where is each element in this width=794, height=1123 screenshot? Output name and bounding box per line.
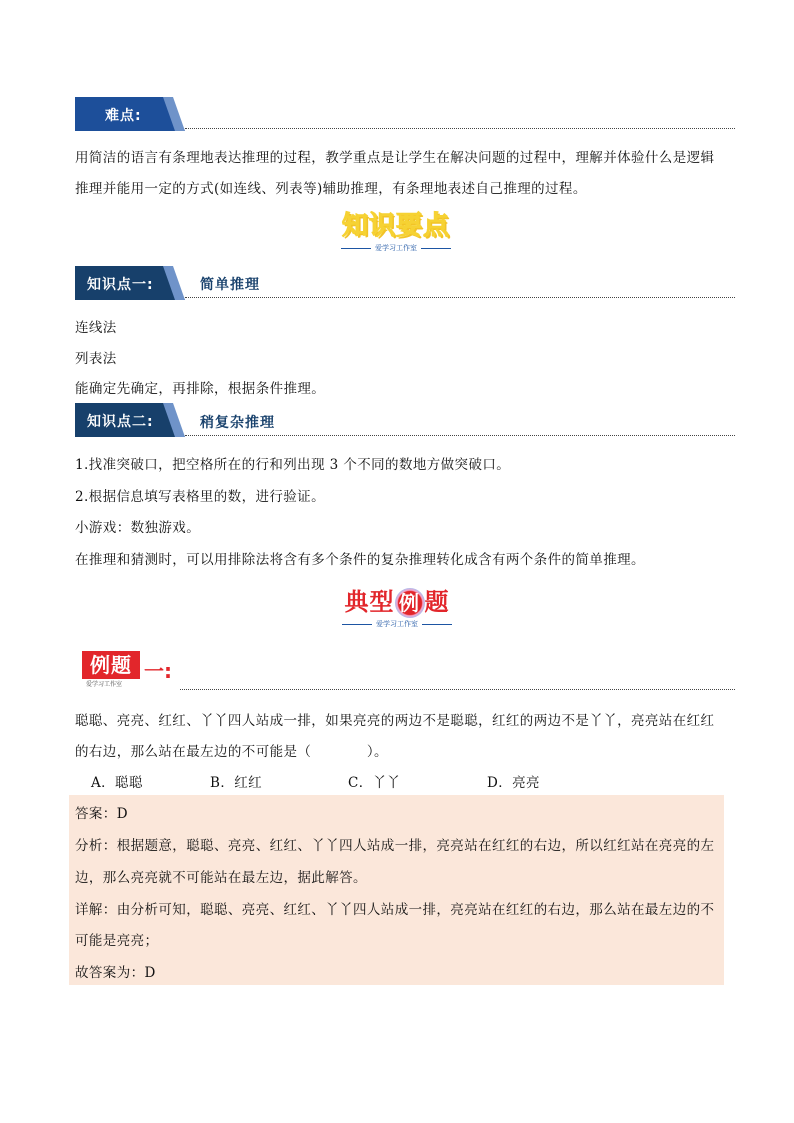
example1-question-line-1: 聪聪、亮亮、红红、丫丫四人站成一排，如果亮亮的两边不是聪聪，红红的两边不是丫丫，亮亮站在红红 <box>75 713 715 729</box>
answer-line-5: 可能是亮亮； <box>75 933 159 949</box>
point1-title: 简单推理 <box>200 277 260 293</box>
divider <box>185 297 735 298</box>
answer-line-3: 边，那么亮亮就不可能站在最左边，据此解答。 <box>75 870 367 886</box>
answer-box <box>69 795 724 985</box>
point1-line-3: 能确定先确定，再排除，根据条件推理。 <box>75 381 326 397</box>
answer-line-6: 故答案为：D <box>75 965 156 981</box>
example-banner <box>330 582 464 629</box>
point2-tab-label: 知识点二: <box>87 414 154 430</box>
knowledge-banner-subtitle: 爱学习工作室 <box>316 243 476 253</box>
point1-line-2: 列表法 <box>75 351 117 367</box>
point2-line-3: 小游戏：数独游戏。 <box>75 520 201 536</box>
difficulty-tab <box>75 97 185 131</box>
point1-tab-label: 知识点一: <box>87 277 154 293</box>
example1-question-line-2: 的右边，那么站在最左边的不可能是（ ）。 <box>75 744 388 760</box>
example1-label-text: 例题 <box>82 651 140 679</box>
example-banner-title-left: 典型 <box>344 588 395 616</box>
knowledge-banner-title: 知识要点 <box>341 211 450 241</box>
example1-option-d: D．亮亮 <box>487 775 540 791</box>
point1-tab <box>75 266 185 300</box>
answer-line-1: 答案：D <box>75 806 128 822</box>
point1-line-1: 连线法 <box>75 320 117 336</box>
difficulty-line-1: 用简洁的语言有条理地表达推理的过程，教学重点是让学生在解决问题的过程中，理解并体验什么是逻辑 <box>75 150 715 166</box>
example-banner-title-circle: 例 <box>395 588 425 618</box>
divider <box>185 435 735 436</box>
point2-line-4: 在推理和猜测时，可以用排除法将含有多个条件的复杂推理转化成含有两个条件的简单推理。 <box>75 552 645 568</box>
example-banner-subtitle: 爱学习工作室 <box>330 619 464 629</box>
example1-label-sub: 爱学习工作室 <box>86 681 123 688</box>
knowledge-banner <box>316 205 476 253</box>
example1-suffix: 一: <box>144 659 172 683</box>
divider <box>185 128 735 129</box>
point2-line-2: 2.根据信息填写表格里的数，进行验证。 <box>75 489 325 505</box>
divider <box>180 689 735 690</box>
point2-tab <box>75 403 185 437</box>
difficulty-tab-label: 难点: <box>105 108 142 124</box>
example1-option-a: A．聪聪 <box>91 775 143 791</box>
difficulty-line-2: 推理并能用一定的方式(如连线、列表等)辅助推理，有条理地表述自己推理的过程。 <box>75 181 587 197</box>
example1-option-b: B．红红 <box>210 775 263 791</box>
example1-label <box>82 651 140 687</box>
example1-option-c: C．丫丫 <box>348 775 401 791</box>
example-banner-title-right: 题 <box>424 588 450 616</box>
point2-line-1: 1.找准突破口，把空格所在的行和列出现 3 个不同的数地方做突破口。 <box>75 457 511 473</box>
example-banner-title <box>330 582 464 618</box>
point2-title: 稍复杂推理 <box>200 415 275 431</box>
answer-line-4: 详解：由分析可知，聪聪、亮亮、红红、丫丫四人站成一排，亮亮站在红红的右边，那么站在最左边的不 <box>75 902 715 918</box>
answer-line-2: 分析：根据题意，聪聪、亮亮、红红、丫丫四人站成一排，亮亮站在红红的右边，所以红红站在亮亮的左 <box>75 838 715 854</box>
